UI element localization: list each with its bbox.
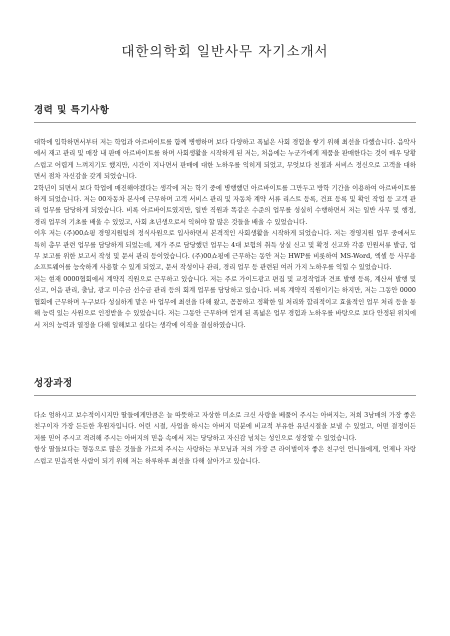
paragraph: 저는 현재 0000협회에서 계약직 직원으로 근무하고 있습니다. 저는 주로 가이드광고 편집 및 교정작업과 견표 발행 등록, 계산서 발행 및 신고, 어음 관리, 출납, 광고 미수금 선수금 관리 등의 회계 업무를 담당하고 있습니다. 비록 계약직 직원이기는 하지만, 저는 그동안 0000협회에 근무하며 누구보다 성실하게 맡은 바 업무에 최선을 다해 왔고, 꼼꼼하고 정확한 일 처리와 합리적이고 효율적인 업무 처리 등을 통해 능력 있는 사원으로 인정받을 수 있었습니다. 저는 그동안 근무하며 얻게 된 폭넓은 업무 경험과 노하우를 바탕으로 보다 안정된 위치에서 저의 능력과 열정을 다해 일해보고 싶다는 생각에 이직을 결심하였습니다. bbox=[34, 274, 416, 329]
section-heading: 경력 및 특기사항 bbox=[34, 105, 110, 116]
section-career bbox=[34, 102, 416, 331]
section-divider bbox=[34, 122, 416, 123]
paragraph: 다소 엄하시고 보수적이시지만 딸들에게만큼은 늘 따뜻하고 자상한 미소로 크신 사랑을 베풀어 주시는 아버지는, 저희 3남매의 가장 좋은 친구이자 가장 든든한 후원자입니다. 어린 시절, 사업을 하시는 아버지 덕분에 비교적 부유한 유년시절을 보낼 수 있었고, 어떤 결정이든 저를 믿어 주시고 격려해 주시는 아버지의 믿음 속에서 저는 당당하고 자신감 넘치는 성인으로 성장할 수 있었습니다. bbox=[34, 410, 416, 442]
section-growth bbox=[34, 375, 416, 467]
paragraph: 항상 딸들보다는 형동으로 많은 것들을 가르쳐 주시는 사랑하는 부모님과 저의 가장 큰 라이벌이자 좋은 친구인 언니들에게, 언제나 자랑스럽고 믿음직한 사람이 되기 위해 저는 하루하루 최선을 다해 살아가고 있습니다. bbox=[34, 445, 416, 465]
section-divider bbox=[34, 395, 416, 396]
document-title: 대한의학회 일반사무 자기소개서 bbox=[121, 44, 329, 60]
paragraph: 대학에 입학하면서부터 저는 학업과 아르바이트를 함께 병행하며 보다 다양하고 폭넓은 사회 경험을 쌓기 위해 최선을 다했습니다. 음악사에서 재고 관리 및 매장 내 판매 아르바이트를 하며 사회생활을 시작하게 된 저는, 처음에는 누군가에게 제품을 판매한다는 것이 매우 당황스럽고 어렵게 느껴지기도 했지만, 시간이 지나면서 판매에 대한 노하우를 익히게 되었고, 무엇보다 친절과 서비스 정신으로 고객을 대하면서 점차 자신감을 갖게 되었습니다. bbox=[34, 138, 416, 181]
section-heading: 성장과정 bbox=[34, 377, 73, 389]
paragraph: 2학년이 되면서 보다 학업에 매진해야겠다는 생각에 저는 학기 중에 병행했던 아르바이트를 그만두고 방학 기간을 이용하여 아르바이트를 하게 되었습니다. 저는 00자동차 본사에 근무하며 고객 서비스 관리 및 자동차 계약 서류 리스트 등록, 견표 등록 및 확인 작업 등 고객 관리 업무를 담당하게 되었습니다. 비록 아르바이트였지만, 일반 직원과 똑같은 수준의 업무를 성실히 수행하면서 저는 일반 사무 및 행정, 경리 업무의 기초를 배울 수 있었고, 사회 초년생으로서 익혀야 할 많은 것들을 배울 수 있었습니다. bbox=[34, 183, 416, 226]
paragraph: 이후 저는 (주)00쇼핑 경영지원팀의 정식사원으로 입사하면서 본격적인 사회생활을 시작하게 되었습니다. 저는 경영지원 업무 중에서도 특히 총무 관련 업무를 담당하게 되었는데, 제가 주로 담당했던 업무는 4대 보험의 취득 상실 신고 및 확정 신고와 각종 민원서류 발급, 업무 보고를 위한 보고서 작성 및 문서 관리 등이었습니다. (주)00쇼핑에 근무하는 동안 저는 HWP를 비롯하여 MS-Word, 엑셀 등 사무용 소프트웨어를 능숙하게 사용할 수 있게 되었고, 문서 작성이나 관리, 경리 업무 등 관련된 여러 가지 노하우를 익힐 수 있었습니다. bbox=[34, 229, 416, 272]
